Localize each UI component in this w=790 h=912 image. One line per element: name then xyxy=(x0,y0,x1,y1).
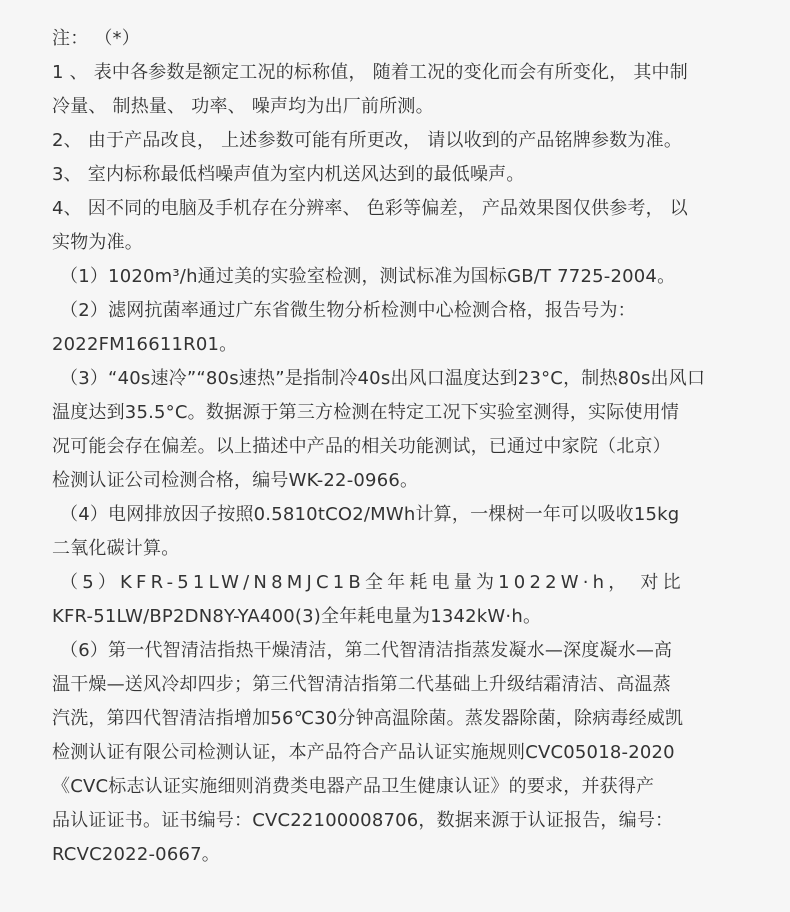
note-line: 冷量、 制热量、 功率、 噪声均为出厂前所测。 xyxy=(52,96,434,117)
note-line: 2、 由于产品改良， 上述参数可能有所更改， 请以收到的产品铭牌参数为准。 xyxy=(52,130,683,151)
note-line: 品认证证书。证书编号：CVC22100008706，数据来源于认证报告，编号： xyxy=(52,810,674,831)
note-line: 3、 室内标称最低档噪声值为室内机送风达到的最低噪声。 xyxy=(52,164,525,185)
note-line: 温度达到35.5°C。数据源于第三方检测在特定工况下实验室测得，实际使用情 xyxy=(52,402,680,423)
note-line: （1）1020m³/h通过美的实验室检测，测试标准为国标GB/T 7725-2004。 xyxy=(60,266,676,287)
note-line: 况可能会存在偏差。以上描述中产品的相关功能测试，已通过中家院（北京） xyxy=(52,436,671,457)
note-line: 2022FM16611R01。 xyxy=(52,334,238,355)
note-line: 4、 因不同的电脑及手机存在分辨率、 色彩等偏差， 产品效果图仅供参考， 以 xyxy=(52,198,688,219)
note-line: （2）滤网抗菌率通过广东省微生物分析检测中心检测合格，报告号为： xyxy=(60,300,636,321)
note-line: 检测认证有限公司检测认证，本产品符合产品认证实施规则CVC05018-2020 xyxy=(52,742,675,763)
note-line: 实物为准。 xyxy=(52,232,143,253)
notes-title: 注： （*） xyxy=(52,28,140,49)
note-line: 《CVC标志认证实施细则消费类电器产品卫生健康认证》的要求，并获得产 xyxy=(52,776,655,797)
note-line: （4）电网排放因子按照0.5810tCO2/MWh计算，一棵树一年可以吸收15kg xyxy=(60,504,680,525)
note-line: （5）KFR-51LW/N8MJC1B全年耗电量为1022W·h， 对比 xyxy=(60,572,685,593)
note-line: KFR-51LW/BP2DN8Y-YA400(3)全年耗电量为1342kW·h。 xyxy=(52,606,542,627)
note-line: 温干燥—送风冷却四步；第三代智清洁指第二代基础上升级结霜清洁、高温蒸 xyxy=(52,674,671,695)
note-line: 检测认证公司检测合格，编号WK-22-0966。 xyxy=(52,470,419,491)
note-line: 1 、 表中各参数是额定工况的标称值， 随着工况的变化而会有所变化， 其中制 xyxy=(52,62,688,83)
note-line: 汽洗，第四代智清洁指增加56℃30分钟高温除菌。蒸发器除菌，除病毒经威凯 xyxy=(52,708,684,729)
note-line: （6）第一代智清洁指热干燥清洁，第二代智清洁指蒸发凝水—深度凝水—高 xyxy=(60,640,673,661)
note-line: 二氧化碳计算。 xyxy=(52,538,180,559)
note-line: （3）“40s速冷”“80s速热”是指制冷40s出风口温度达到23°C，制热80s出风口 xyxy=(60,368,706,389)
note-line: RCVC2022-0667。 xyxy=(52,844,220,865)
